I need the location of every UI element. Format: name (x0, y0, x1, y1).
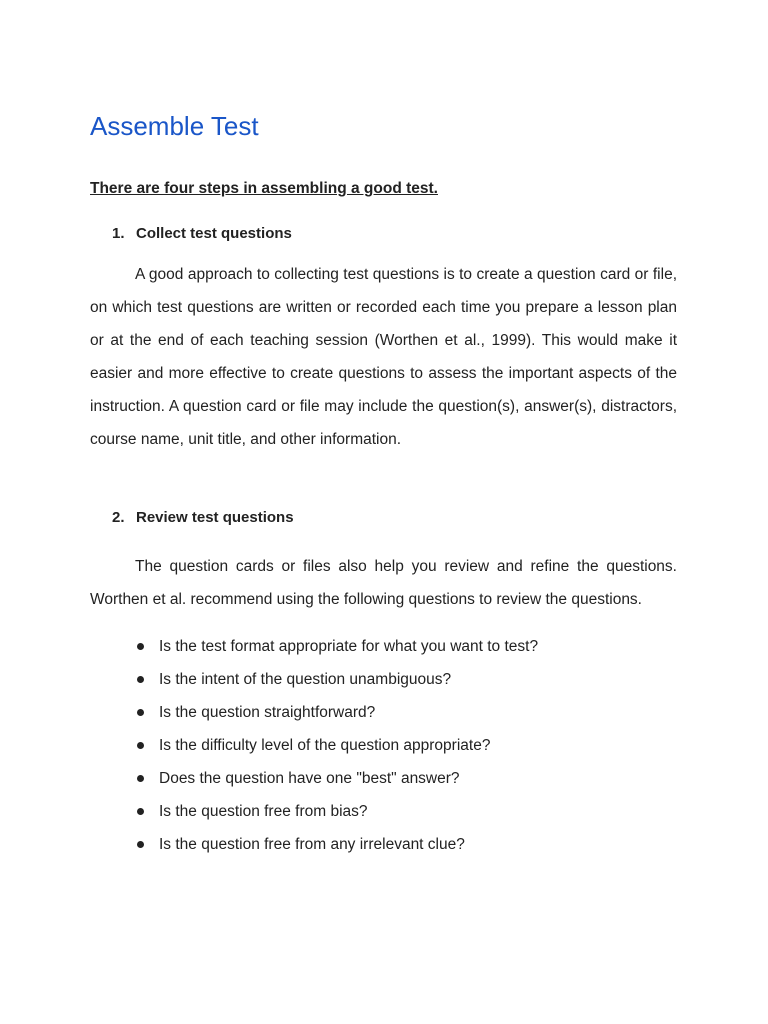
bullet-icon (137, 676, 144, 683)
list-item (132, 729, 538, 762)
list-item-text: Is the question free from any irrelevant clue? (159, 836, 465, 853)
list-item-text: Is the intent of the question unambiguous? (159, 671, 452, 688)
list-item (132, 828, 538, 861)
bullet-icon (137, 709, 144, 716)
step-2-heading (112, 507, 294, 529)
list-item-text: Does the question have one "best" answer? (159, 770, 460, 787)
list-item (132, 795, 538, 828)
step-1-heading (112, 223, 292, 245)
list-item-text: Is the question straightforward? (159, 704, 376, 721)
step-1-title: Collect test questions (136, 225, 292, 242)
list-item (132, 696, 538, 729)
list-item-text: Is the difficulty level of the question appropriate? (159, 737, 491, 754)
intro-statement: There are four steps in assembling a good test. (90, 180, 438, 197)
list-item-text: Is the test format appropriate for what you want to test? (159, 638, 539, 655)
list-item (132, 630, 538, 663)
bullet-icon (137, 775, 144, 782)
list-item (132, 663, 538, 696)
review-questions-list (132, 630, 538, 861)
step-1-paragraph: A good approach to collecting test questions is to create a question card or file, on which test questions are written or recorded each time you prepare a lesson plan or at the end of each teaching session (Worthen et al., 1999). This would make it easier and more effective to create questions to assess the important aspects of the instruction. A question card or file may include the question(s), answer(s), distractors, course name, unit title, and other information. (90, 266, 677, 448)
bullet-icon (137, 841, 144, 848)
bullet-icon (137, 643, 144, 650)
step-2-title: Review test questions (136, 509, 294, 526)
list-item-text: Is the question free from bias? (159, 803, 368, 820)
step-1-number: 1. (112, 225, 125, 242)
bullet-icon (137, 742, 144, 749)
step-2-number: 2. (112, 509, 125, 526)
step-2-paragraph: The question cards or files also help you review and refine the questions. Worthen et al. recommend using the following questions to review the questions. (90, 558, 677, 608)
bullet-icon (137, 808, 144, 815)
list-item (132, 762, 538, 795)
document-title: Assemble Test (90, 111, 259, 141)
